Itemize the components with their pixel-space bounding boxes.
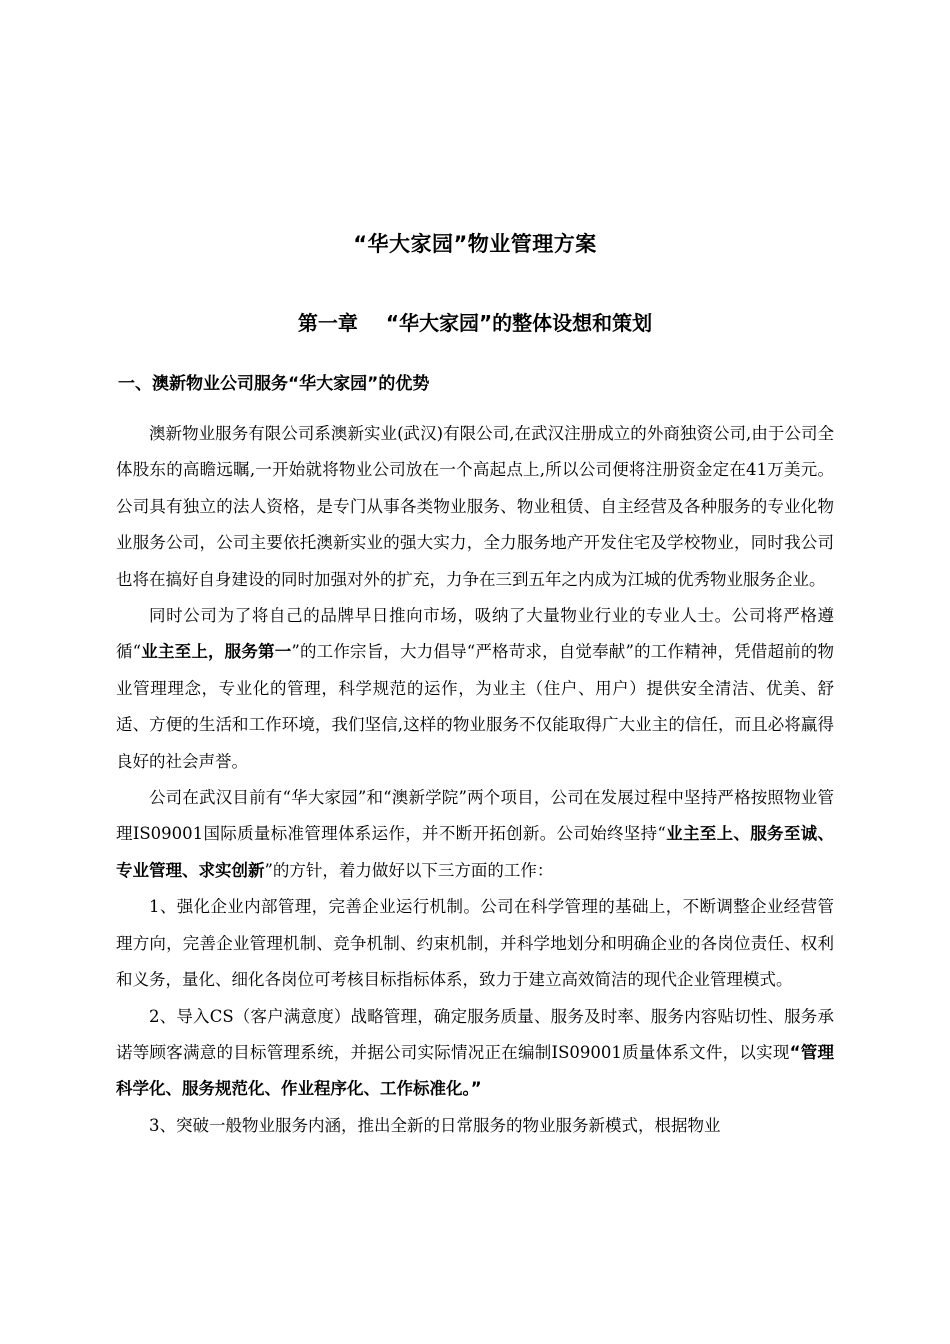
paragraph-text: ”的工作宗旨，大力倡导“严格苛求，自觉奉献”的工作精神，凭借超前的物业管理理念，专业化的管理，科学规范的运作，为业主（住户、用户）提供安全清洁、优美、舒适、方便的生活和工作环境，我们坚信,这样的物业服务不仅能取得广大业主的信任，而且必将赢得良好的社会声誉。 (116, 642, 835, 771)
document-body (116, 416, 834, 1144)
paragraph-intro (116, 416, 834, 598)
chapter-number: 第一章 (297, 311, 358, 335)
paragraph-text: 3、突破一般物业服务内涵，推出全新的日常服务的物业服务新模式，根据物业 (149, 1115, 721, 1135)
emphasis-text: 业主至上，服务第一 (141, 642, 292, 662)
paragraph-item-1 (116, 889, 834, 998)
paragraph-item-2 (116, 999, 834, 1108)
paragraph-text: 1、强化企业内部管理，完善企业运行机制。公司在科学管理的基础上，不断调整企业经营管理方向，完善企业管理机制、竞争机制、约束机制，并科学地划分和明确企业的各岗位责任、权利和义务，量化、细化各岗位可考核目标指标体系，致力于建立高效简洁的现代企业管理模式。 (116, 897, 834, 990)
paragraph-text: 2、导入CS（客户满意度）战略管理，确定服务质量、服务及时率、服务内容贴切性、服务承诺等顾客满意的目标管理系统，并据公司实际情况正在编制IS09001质量体系文件，以实现 (116, 1006, 834, 1062)
paragraph-text: ”的方针，着力做好以下三方面的工作： (264, 860, 554, 880)
paragraph-text: 同时公司为了将自己的品牌早日推向市场，吸纳了大量物业行业的专业人士。公司将严格遵循“ (116, 606, 834, 662)
paragraph-text: 公司在武汉目前有“华大家园”和“澳新学院”两个项目，公司在发展过程中坚持严格按照物业管理IS09001国际质量标准管理体系运作，并不断开拓创新。公司始终坚持“ (116, 788, 834, 844)
chapter-heading (0, 305, 950, 341)
paragraph-projects (116, 780, 834, 889)
paragraph-brand (116, 598, 834, 780)
chapter-name: “华大家园”的整体设想和策划 (385, 311, 653, 335)
document-title: “华大家园”物业管理方案 (353, 232, 597, 256)
paragraph-text: 澳新物业服务有限公司系澳新实业(武汉)有限公司,在武汉注册成立的外商独资公司,由于公司全体股东的高瞻远瞩,一开始就将物业公司放在一个高起点上,所以公司便将注册资金定在41万美元。公司具有独立的法人资格，是专门从事各类物业服务、物业租赁、自主经营及各种服务的专业化物业服务公司，公司主要依托澳新实业的强大实力，全力服务地产开发住宅及学校物业，同时我公司也将在搞好自身建设的同时加强对外的扩充，力争在三到五年之内成为江城的优秀物业服务企业。 (116, 424, 834, 589)
paragraph-item-3 (116, 1108, 834, 1144)
section-heading: 一、澳新物业公司服务“华大家园”的优势 (118, 374, 430, 394)
emphasis-text: 业主至上、服务至诚、专业管理、求实创新 (116, 824, 835, 880)
emphasis-text: “管理科学化、服务规范化、作业程序化、工作标准化。” (116, 1042, 834, 1099)
